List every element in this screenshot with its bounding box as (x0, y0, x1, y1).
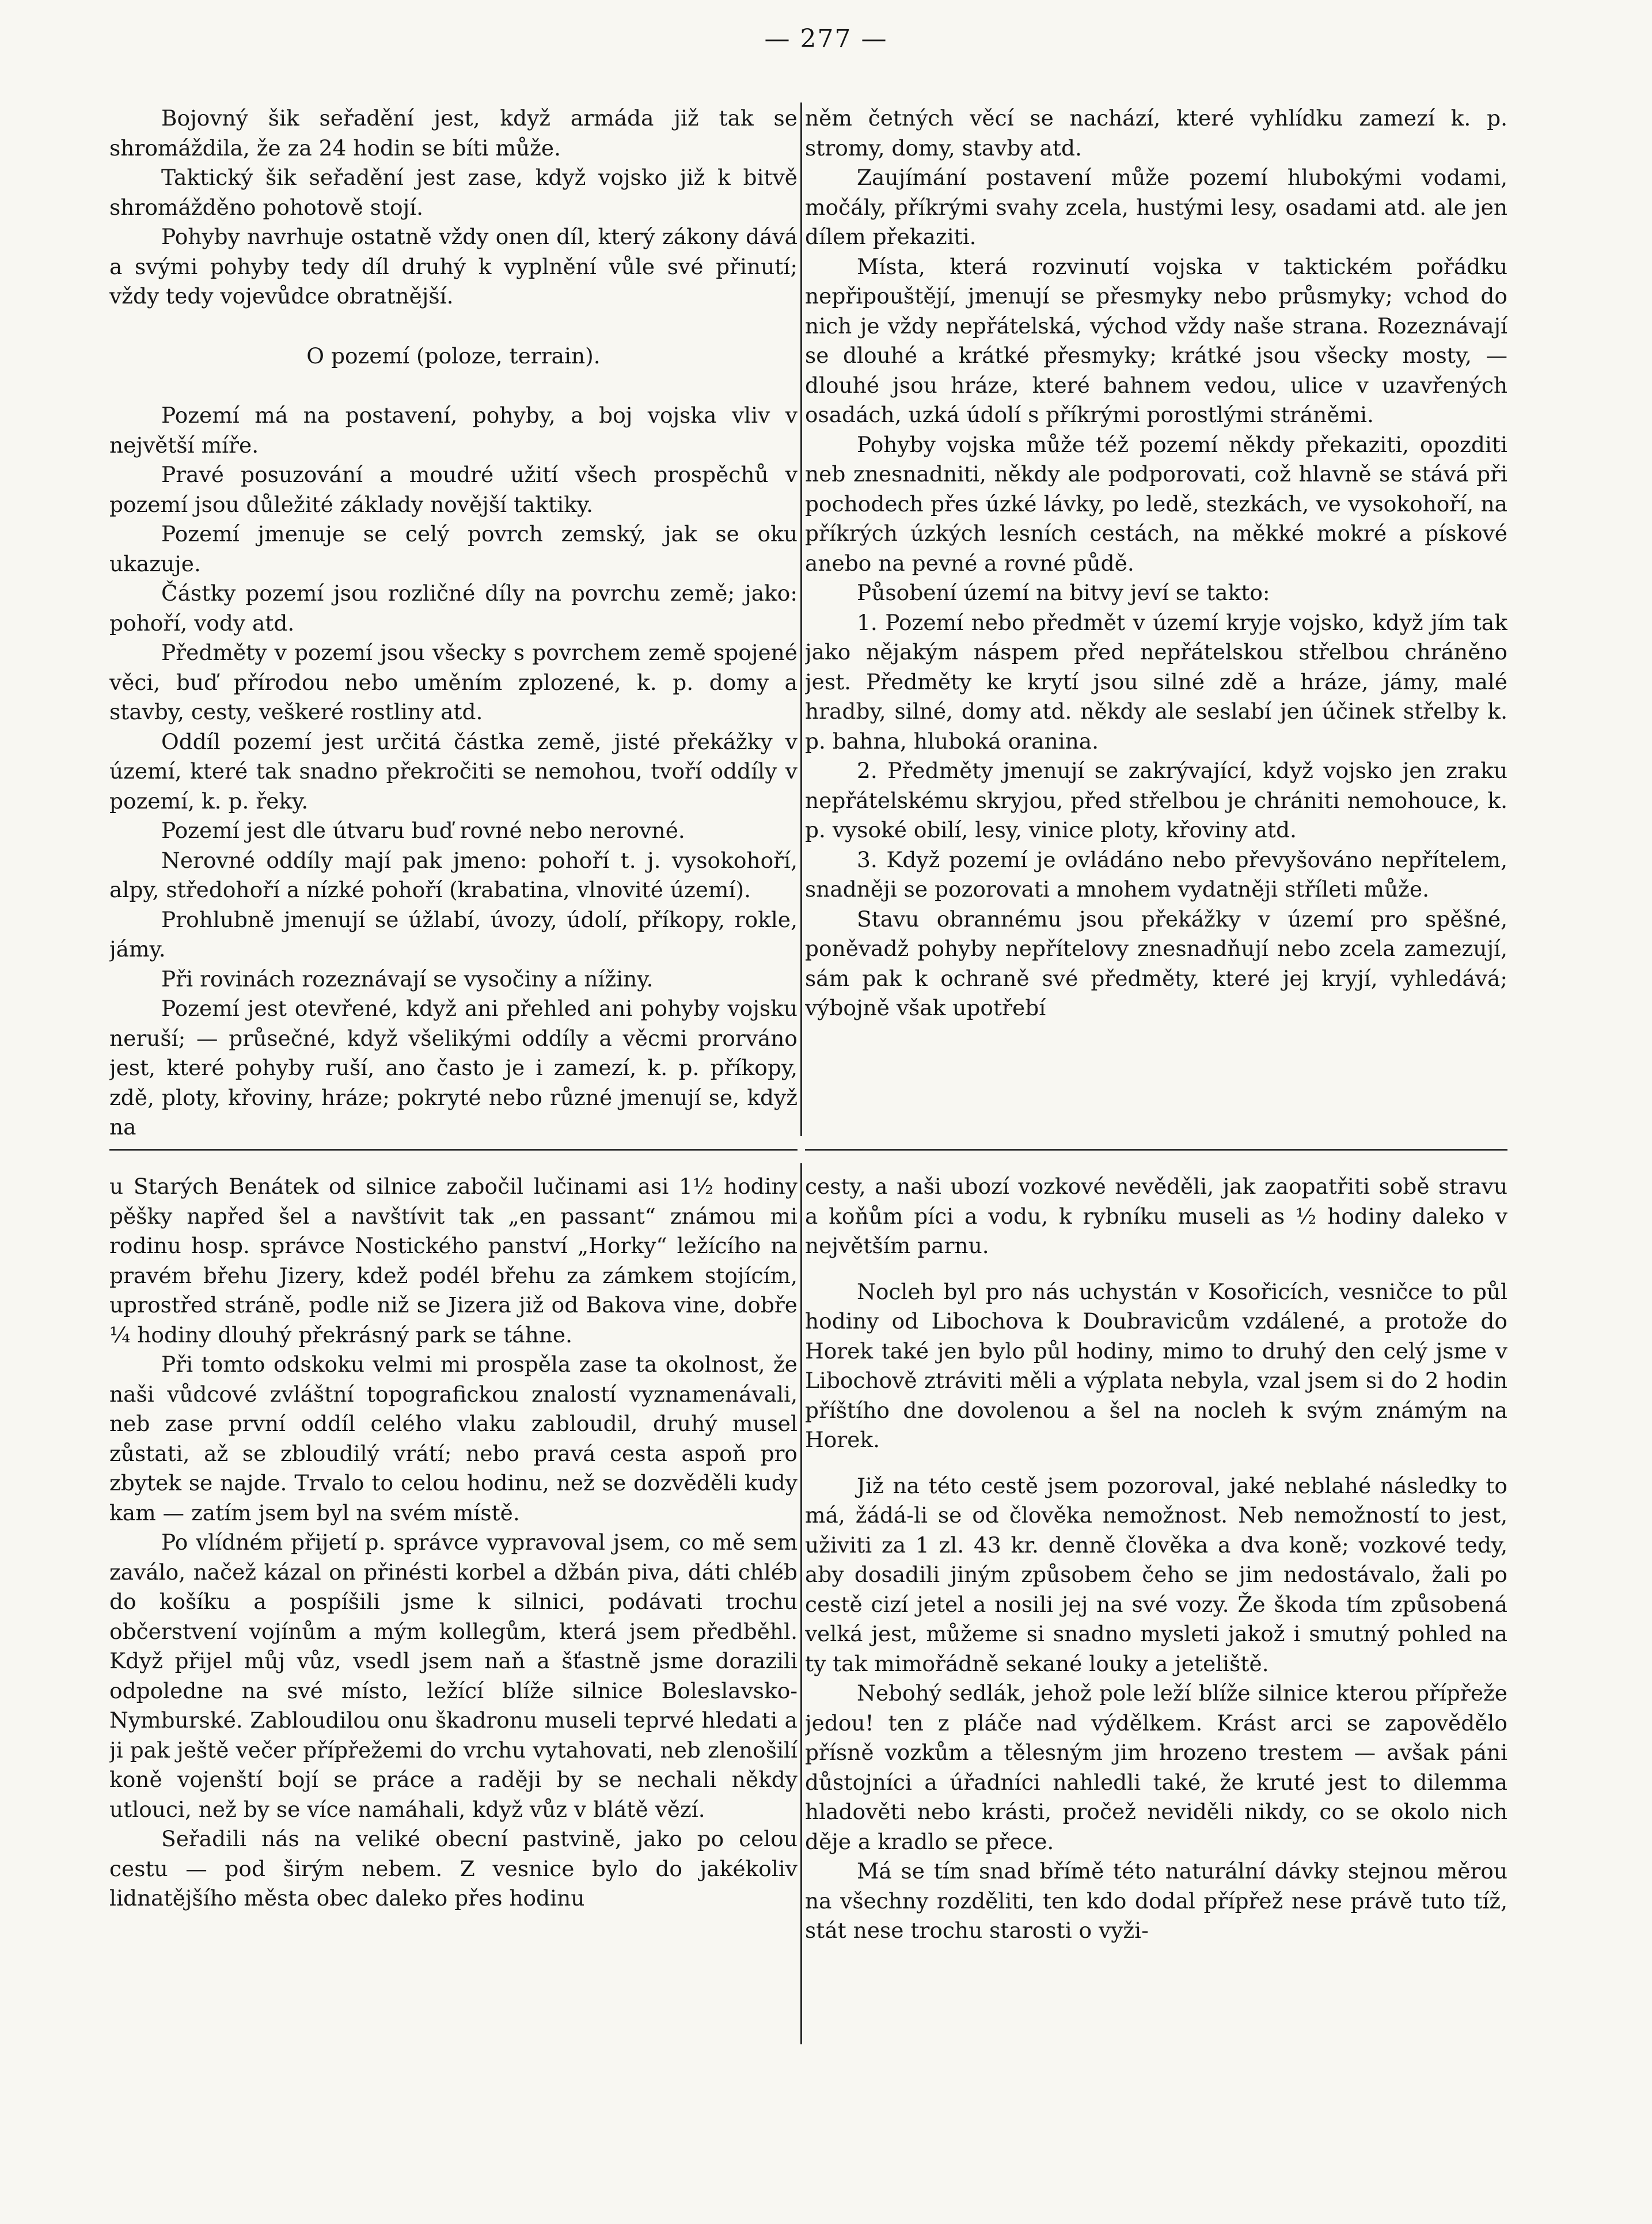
paragraph: Pohyby navrhuje ostatně vždy onen díl, který zákony dává a svými pohyby tedy díl druhý k vyplnění vůle své přinutí; vždy tedy vojevůdce obratnější. (109, 224, 797, 309)
paragraph: Prohlubně jmenují se úžlabí, úvozy, údolí, příkopy, rokle, jámy. (109, 906, 797, 962)
paragraph: Stavu obrannému jsou překážky v území pro spěšné, poněvadž pohyby nepřítelovy znesnadňují nebo zcela zamezují, sám pak k ochraně své předměty, které jej kryjí, vyhledává; výbojně však upotřebí (805, 906, 1507, 1020)
paragraph: Bojovný šik seřadění jest, když armáda již tak se shromáždila, že za 24 hodin se bíti může. (109, 105, 797, 161)
paragraph: Pozemí jest otevřené, když ani přehled ani pohyby vojsku neruší; — průsečné, když všelikými oddíly a věcmi prorváno jest, které pohyby ruší, ano často je i zamezí, k. p. příkopy, zdě, ploty, křoviny, hráze; pokryté nebo různé jmenují se, když na (109, 996, 797, 1140)
paragraph: Při rovinách rozeznávají se vysočiny a nížiny. (161, 966, 654, 992)
paragraph: Seřadili nás na veliké obecní pastvině, jako po celou cestu — pod širým nebem. Z vesnice bylo do jakékoliv lidnatějšího města obec dalеko přes hodinu (109, 1826, 797, 1911)
paragraph: 2. Předměty jmenují se zakrývající, když vojsko jen zraku nepřátelskému skryjou, před střelbou je chrániti nemohouce, k. p. vysoké obilí, lesy, vinice ploty, křoviny atd. (805, 758, 1507, 842)
paragraph: Taktický šik seřadění jest zase, když vojsko již k bitvě shromážděno pohotově stojí. (109, 165, 797, 220)
paragraph: Po vlídném přijetí p. správce vypravoval jsem, co mě sem zaválo, načež kázal on přinésti korbel a džbán piva, dáti chléb do košíku a pospíšili jsme k silnici, podávati trochu občerstvení vojínům a mým kollegům, která jsem předběhl. Když přijel můj vůz, vsedl jsem naň a šťastně jsme dorazili odpoledne na své místo, ležící blíže silnice Boleslavsko-Nymburské. Zabloudilou onu škadronu museli teprvé hledati a ji pak ještě večer přípřežemi do vrchu vytahovati, neb zlenošilí koně vojenští bojí se práce a raději by se nechali někdy utlouci, než by se více namáhali, když vůz v blátě vězí. (109, 1530, 797, 1822)
paragraph: Pozemí jest dle útvaru buď rovné nebo nerovné. (161, 818, 685, 843)
paragraph: Zaujímání postavení může pozemí hlubokými vodami, močály, příkrými svahy zcela, hustými lesy, osadami atd. ale jen dílem překaziti. (805, 165, 1507, 249)
top-left-column (109, 104, 797, 1140)
paragraph: Působení území na bitvy jeví se takto: (857, 580, 1270, 605)
paragraph: Nebohý sedlák, jehož pole leží blíže silnice kterou přípřeže jedou! ten z pláče nad výdělkem. Krást arci se zapovědělo přísně vozkům a tělesným jim hrozeno trestem — avšak páni důstojníci a úřadníci nahledli také, že kruté jest to dilemma hladověti nebo krásti, pročež neviděli nikdy, co se okolo nich děje a kradlo se přece. (805, 1680, 1507, 1854)
page-number: — 277 — (764, 24, 888, 54)
paragraph: Předměty v pozemí jsou všecky s povrchem země spojené věci, buď přírodou nebo uměním zplozené, k. p. domy a stavby, cesty, veškeré rostliny atd. (109, 640, 797, 724)
paragraph: Pozemí jmenuje se celý povrch zemský, jak se oku ukazuje. (109, 521, 797, 576)
section-divider-left (109, 1149, 797, 1151)
paragraph: u Starých Benátek od silnice zabočil lučinami asi 1½ hodiny pěšky napřed šel a navštívit tak „en passant“ známou mi rodinu hosp. správce Nostického panství „Horky“ ležícího na pravém břehu Jizery, kdež podél břehu za zámkem stojícím, uprostřed stráně, podle niž se Jizera již od Bakova vine, dobře ¼ hodiny dlouhý překrásný park se táhne. (109, 1174, 797, 1348)
column-divider-top (800, 103, 802, 1136)
paragraph: Nerovné oddíly mají pak jmeno: pohoří t. j. vysokohoří, alpy, středohoří a nízké pohoří (krabatina, vlnovité území). (109, 847, 797, 902)
paragraph: Částky pozemí jsou rozličné díly na povrchu země; jako: pohoří, vody atd. (109, 580, 797, 636)
paragraph: Nocleh byl pro nás uchystán v Kosořicích, vesničce to půl hodiny od Libochova k Doubravicům vzdálené, a protože do Horek také jen bylo půl hodiny, mimo to druhý den celý jsme v Libochově ztráviti měli a výplata nebyla, vzal jsem si do 2 hodin příštího dne dovolenou a šel na nocleh k svým známým na Horek. (805, 1278, 1507, 1452)
paragraph: Již na této cestě jsem pozoroval, jaké neblahé následky to má, žádá-li se od člověka nemožnost. Neb nemožností to jest, uživiti za 1 zl. 43 kr. denně člověka a dva koně; vozkové tedy, aby dosadili jiným způsobem čeho se jim nedostávalo, žali po cestě cizí jetel a nosili jej na své vozy. Že škoda tím způsobená velká jest, můžeme si snadno mysleti jakož i smutný pohled na ty tak mimořádně sekané louky a jeteliště. (805, 1472, 1507, 1676)
bottom-left-column (109, 1172, 797, 2053)
paragraph: cesty, a naši ubozí vozkové nevěděli, jak zaopatřiti sobě stravu a koňům píci a vodu, k rybníku museli as ½ hodiny daleko v největším parnu. (805, 1174, 1507, 1258)
paragraph: Má se tím snad břímě této naturální dávky stejnou měrou na všechny rozděliti, ten kdo dodal přípřež nese právě tuto tíž, stát nese trochu starosti o vyži- (805, 1858, 1507, 1943)
paragraph: 3. Když pozemí je ovládáno nebo převyšováno nepřítelem, snadněji se pozorovati a mnohem vydatněji stříleti může. (805, 847, 1507, 902)
section-heading: O pozemí (poloze, terrain). (306, 343, 601, 369)
paragraph: Při tomto odskoku velmi mi prospěla zase ta okolnost, že naši vůdcové zvláštní topografickou znalostí vyznamenávali, neb zase první oddíl celého vlaku zabloudil, druhý musel zůstati, až se zbloudilý vrátí; nebo pravá cesta aspoň pro zbytek se najde. Trvalo to celou hodinu, než se dozvěděli kudy kam — zatím jsem byl na svém místě. (109, 1352, 797, 1525)
paragraph: Oddíl pozemí jest určitá částka země, jisté překážky v území, které tak snadno překročiti se nemohou, tvoří oddíly v pozemí, k. p. řeky. (109, 728, 797, 814)
paragraph: něm četných věcí se nachází, které vyhlídku zamezí k. p. stromy, domy, stavby atd. (805, 105, 1507, 161)
paragraph: Pozemí má na postavení, pohyby, a boj vojska vliv v největší míře. (109, 403, 797, 458)
top-right-column (805, 104, 1507, 1140)
column-divider-bottom (800, 1163, 802, 2044)
bottom-right-column (805, 1172, 1507, 2053)
paragraph: Pohyby vojska může též pozemí někdy překaziti, opozditi neb znesnadniti, někdy ale podporovati, což hlavně se stává při pochodech přes úzké lávky, po ledě, stezkách, ve vysokohoří, na příkrých úzkých lesních cestách, na měkké mokré a pískové anebo na pevné a rovné půdě. (805, 431, 1507, 576)
paragraph: 1. Pozemí nebo předmět v území kryje vojsko, když jím tak jako nějakým náspem před nepřátelskou střelbou chráněno jest. Předměty ke krytí jsou silné zdě a hráze, jámy, malé hradby, silné, domy atd. někdy ale seslabí jen účinek střelby k. p. bahna, hluboká oranina. (805, 609, 1507, 754)
section-divider-right (805, 1149, 1507, 1151)
paragraph: Místa, která rozvinutí vojska v taktickém pořádku nepřipouštějí, jmenují se přesmyky nebo průsmyky; vchod do nich je vždy nepřátelská, východ vždy naše strana. Rozeznávají se dlouhé a krátké přesmyky; krátké jsou všecky mosty, — dlouhé jsou hráze, které bahnem vedou, ulice v uzavřených osadách, uzká údolí s příkrými porostlými stráněmi. (805, 253, 1507, 427)
paragraph: Pravé posuzování a moudré užití všech prospěchů v pozemí jsou důležité základy novější taktiky. (109, 462, 797, 517)
